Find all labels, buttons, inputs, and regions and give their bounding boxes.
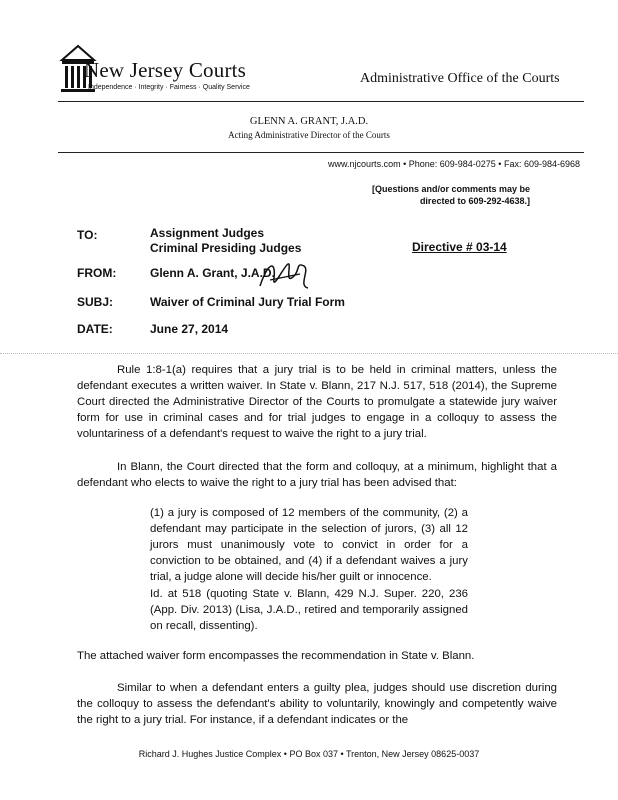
date-label: DATE:: [77, 322, 113, 336]
fold-line: [0, 353, 618, 354]
contact-line: www.njcourts.com • Phone: 609-984-0275 • Fax: 609-984-6968: [328, 159, 580, 169]
questions-line-2: directed to 609-292-4638.]: [419, 196, 530, 206]
paragraph-3: The attached waiver form encompasses the recommendation in State v. Blann.: [77, 650, 475, 662]
block-quote: (1) a jury is composed of 12 members of the community, (2) a defendant may participate in the selection of jurors, (3) all 12 jurors must unanimously vote to convict in order for a conviction to be obtained, and (4) if a defendant waives a jury trial, a judge alone will decide his/her guilt or innocence.: [150, 507, 468, 583]
footer-address: Richard J. Hughes Justice Complex • PO Box 037 • Trenton, New Jersey 08625-0037: [138, 749, 480, 759]
directive-number: Directive # 03-14: [412, 240, 507, 254]
from-value: Glenn A. Grant, J.A.D.: [150, 266, 275, 280]
to-recipient-2: Criminal Presiding Judges: [150, 241, 302, 255]
header-divider: [58, 101, 584, 102]
questions-note: [372, 183, 530, 207]
director-title: Acting Administrative Director of the Courts: [228, 130, 390, 140]
brand-tagline: Independence · Integrity · Fairness · Quality Service: [88, 84, 250, 91]
to-recipient-1: Assignment Judges: [150, 226, 265, 240]
brand-name: New Jersey Courts: [84, 58, 247, 82]
office-name: Administrative Office of the Courts: [360, 71, 560, 86]
to-recipients: [150, 226, 301, 256]
questions-line-1: [Questions and/or comments may be: [371, 184, 530, 194]
header-divider-2: [58, 152, 584, 153]
subj-value: Waiver of Criminal Jury Trial Form: [150, 295, 345, 309]
paragraph-2: In Blann, the Court directed that the form and colloquy, at a minimum, highlight that a defendant who elects to waive the right to a jury trial has been advised that:: [77, 461, 557, 489]
paragraph-4: Similar to when a defendant enters a guilty plea, judges should use discretion during the colloquy to assess the defendant's ability to voluntarily, knowingly and competently waive the right to a jury trial. For instance, if a defendant indicates or the: [77, 682, 557, 726]
block-quote-citation: Id. at 518 (quoting State v. Blann, 429 N.J. Super. 220, 236 (App. Div. 2013) (Lisa, J.A.D., retired and temporarily assigned on recall, dissenting).: [150, 588, 468, 632]
director-name: GLENN A. GRANT, J.A.D.: [249, 116, 369, 127]
subj-label: SUBJ:: [77, 295, 114, 309]
paragraph-1: Rule 1:8-1(a) requires that a jury trial is to be held in criminal matters, unless the defendant executes a written waiver. In State v. Blann, 217 N.J. 517, 518 (2014), the Supreme Court directed the Administrative Director of the Courts to promulgate a statewide jury waiver form for use in criminal cases and for trial judges to engage in a colloquy to assess the voluntariness of a defendant's request to waive the right to a jury trial.: [77, 364, 557, 440]
handwritten-signature: [254, 256, 314, 296]
date-value: June 27, 2014: [150, 322, 229, 336]
from-label: FROM:: [77, 266, 117, 280]
to-label: TO:: [77, 228, 98, 242]
